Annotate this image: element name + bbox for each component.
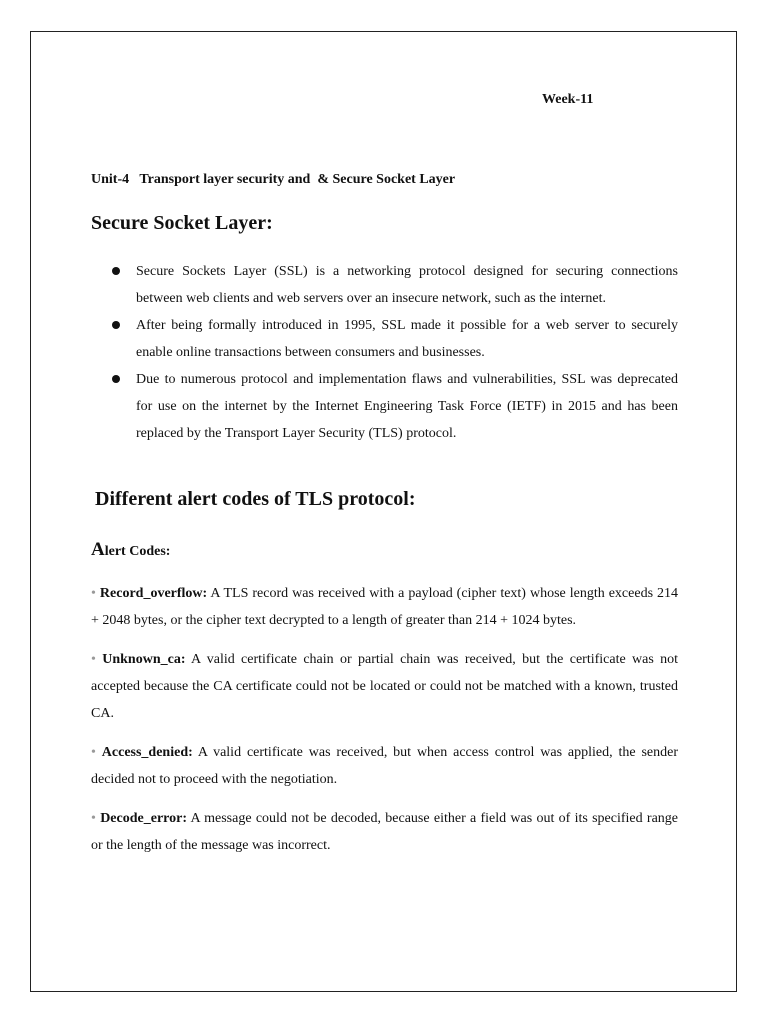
bullet-icon: •: [91, 586, 96, 601]
bullet-icon: [112, 321, 120, 329]
alert-codes-heading: [91, 539, 170, 561]
tls-heading: Different alert codes of TLS protocol:: [95, 488, 416, 510]
bullet-icon: •: [91, 745, 96, 760]
bullet-icon: •: [91, 811, 96, 826]
ssl-bullet-item: [91, 366, 678, 447]
alert-code-term: Decode_error:: [100, 811, 187, 826]
unit-title: Unit-4 Transport layer security and & Secure Socket Layer: [91, 172, 456, 187]
bullet-icon: [112, 267, 120, 275]
ssl-bullet-item: [91, 258, 678, 312]
bullet-icon: •: [91, 652, 96, 667]
alert-code-description: A message could not be decoded, because either a field was out of its specified range or the length of the message was incorrect.: [91, 811, 678, 853]
alert-code-item: [91, 805, 678, 859]
ssl-bullet-text: After being formally introduced in 1995, SSL made it possible for a web server to securely enable online transactions between consumers and businesses.: [136, 318, 678, 360]
ssl-bullet-text: Due to numerous protocol and implementation flaws and vulnerabilities, SSL was deprecated for use on the internet by the Internet Engineering Task Force (IETF) in 2015 and has been replaced by the Transport Layer Security (TLS) protocol.: [136, 372, 678, 441]
ssl-heading: Secure Socket Layer:: [91, 212, 273, 234]
alert-code-item: [91, 580, 678, 634]
ssl-bullet-text: Secure Sockets Layer (SSL) is a networking protocol designed for securing connections between web clients and web servers over an insecure network, such as the internet.: [136, 264, 678, 306]
alert-code-description: A TLS record was received with a payload (cipher text) whose length exceeds 214 + 2048 bytes, or the cipher text decrypted to a length of greater than 214 + 1024 bytes.: [91, 586, 679, 628]
alert-code-description: A valid certificate was received, but when access control was applied, the sender decided not to proceed with the negotiation.: [91, 745, 679, 787]
alert-code-item: [91, 646, 678, 727]
bullet-icon: [112, 375, 120, 383]
alert-codes-heading-rest: lert Codes:: [104, 544, 171, 559]
alert-code-term: Record_overflow:: [99, 586, 208, 601]
ssl-bullet-list: [91, 258, 678, 447]
week-label: Week-11: [542, 92, 594, 107]
ssl-bullet-item: [91, 312, 678, 366]
alert-code-term: Unknown_ca:: [102, 652, 186, 667]
alert-codes-heading-cap: A: [91, 539, 105, 560]
alert-code-list: [91, 580, 678, 871]
alert-code-description: A valid certificate chain or partial chain was received, but the certificate was not accepted because the CA certificate could not be located or could not be matched with a known, trusted CA.: [91, 652, 679, 721]
alert-code-item: [91, 739, 678, 793]
alert-code-term: Access_denied:: [101, 745, 193, 760]
